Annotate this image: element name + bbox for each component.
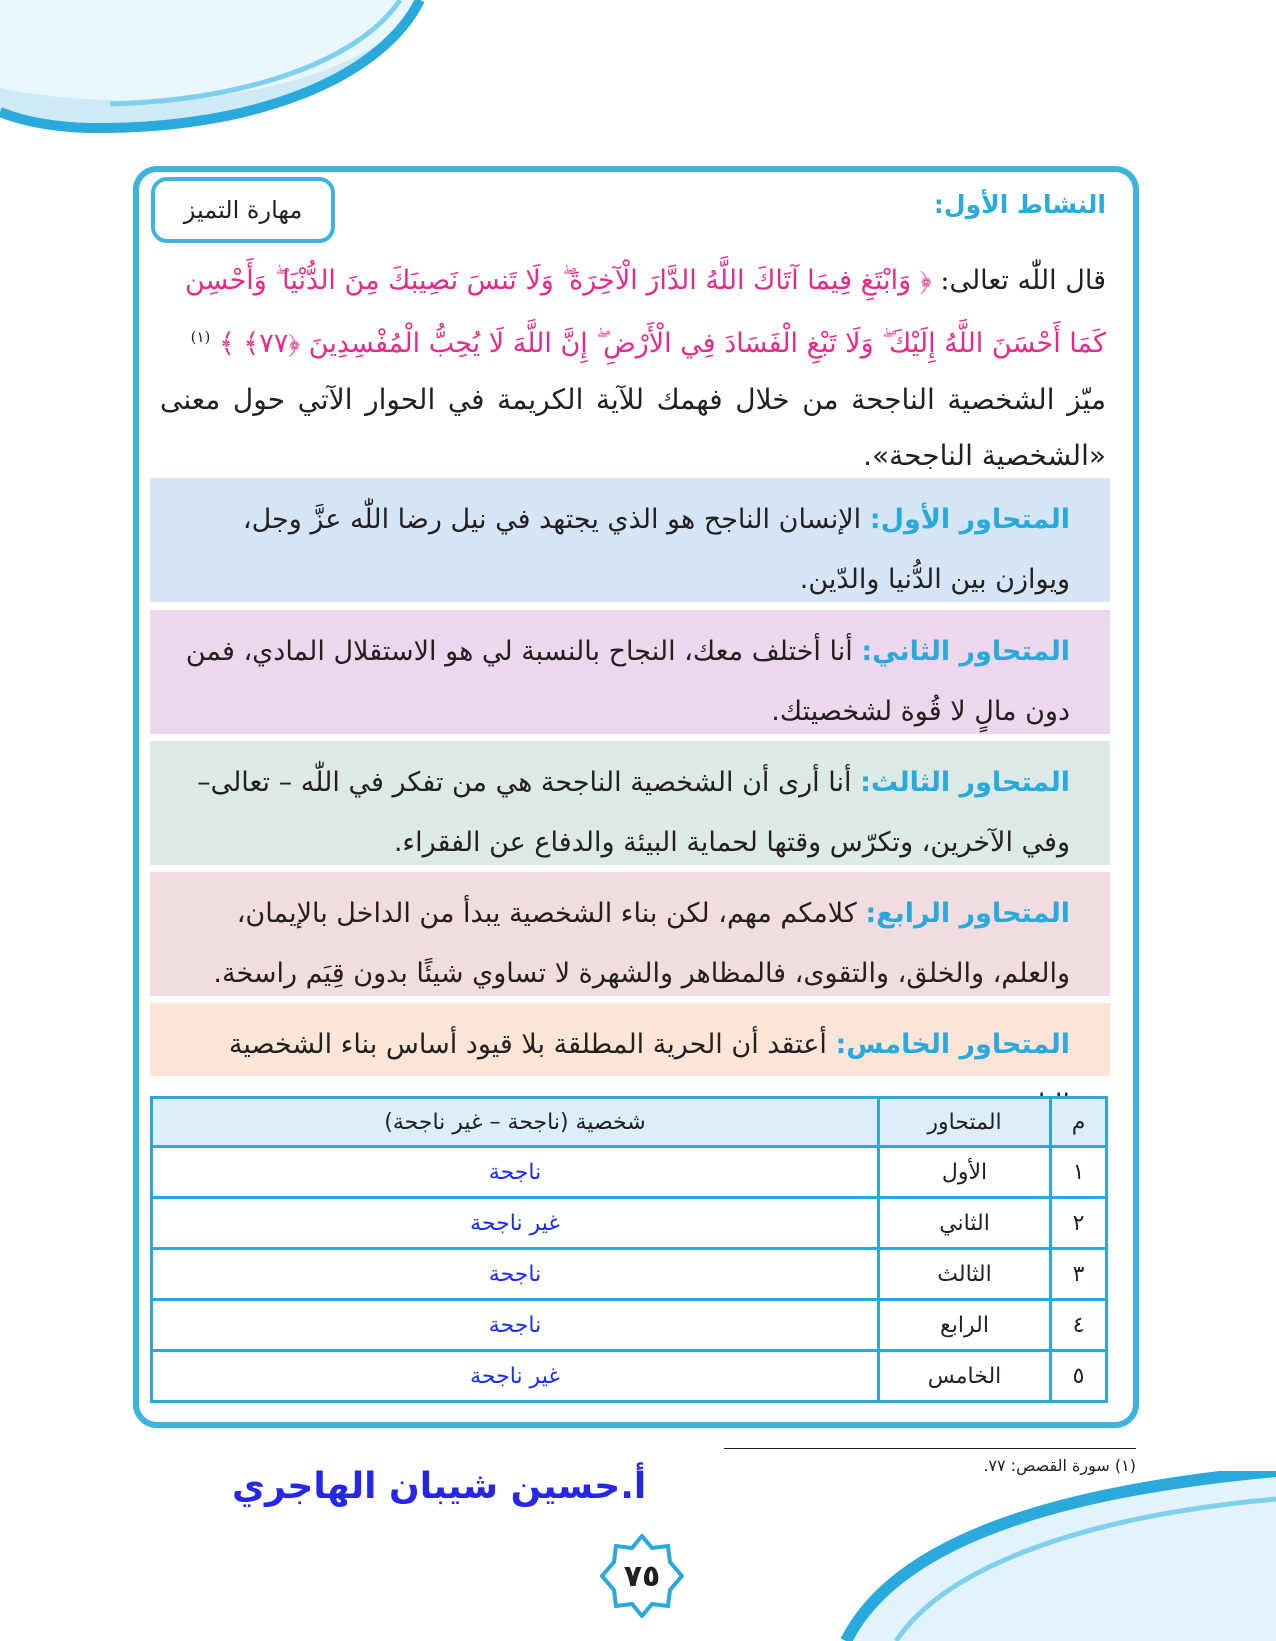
speaker-text: أنا أختلف معك، النجاح بالنسبة لي هو الاستقلال المادي، فمن دون مالٍ لا قُوة لشخصيتك. [185, 636, 1070, 727]
speaker-1-box [150, 478, 1110, 602]
header-num: م [1051, 1098, 1107, 1147]
speaker-label: المتحاور الأول: [869, 504, 1070, 535]
row-num: ٥ [1051, 1351, 1107, 1402]
speaker-label: المتحاور الرابع: [865, 898, 1070, 929]
footnote-divider [724, 1448, 1136, 1449]
header-speaker: المتحاور [879, 1098, 1051, 1147]
header-character: شخصية (ناجحة – غير ناجحة) [152, 1098, 879, 1147]
verse-text: ﴿ وَابْتَغِ فِيمَا آتَاكَ اللَّهُ الدَّارَ الْآخِرَةَ ۖ وَلَا تَنسَ نَصِيبَكَ مِنَ الدُّنْيَا ۖ وَأَحْسِن كَمَا أَحْسَنَ اللَّهُ إِلَيْكَ ۖ وَلَا تَبْغِ الْفَسَادَ فِي الْأَرْضِ ۖ إِنَّ اللَّهَ لَا يُحِبُّ الْمُفْسِدِينَ ﴿٧٧﴾ ﴾ [184, 265, 1106, 359]
row-answer: ناجحة [152, 1300, 879, 1351]
speaker-text: كلامكم مهم، لكن بناء الشخصية يبدأ من الداخل بالإيمان، والعلم، والخلق، والتقوى، فالمظاهر والشهرة لا تساوي شيئًا بدون قِيَم راسخة. [213, 898, 1070, 989]
speaker-5-box [150, 1003, 1110, 1076]
row-speaker: الرابع [879, 1300, 1051, 1351]
row-answer: غير ناجحة [152, 1198, 879, 1249]
quran-verse-block [160, 253, 1106, 372]
speaker-label: المتحاور الخامس: [835, 1029, 1070, 1060]
speaker-text: الإنسان الناجح هو الذي يجتهد في نيل رضا اللّٰه عزَّ وجل، ويوازن بين الدُّنيا والدّين. [242, 504, 1070, 595]
instruction-text: ميّز الشخصية الناجحة من خلال فهمك للآية الكريمة في الحوار الآتي حول معنى «الشخصية الناجحة». [160, 383, 1106, 472]
table-row [152, 1351, 1107, 1402]
speaker-label: المتحاور الثاني: [861, 636, 1070, 667]
row-answer: ناجحة [152, 1147, 879, 1198]
row-speaker: الخامس [879, 1351, 1051, 1402]
speaker-text: أنا أرى أن الشخصية الناجحة هي من تفكر في اللّٰه – تعالى– وفي الآخرين، وتكرّس وقتها لحماية البيئة والدفاع عن الفقراء. [197, 767, 1070, 858]
skill-label: مهارة التميز [183, 196, 303, 224]
speaker-text: أعتقد أن الحرية المطلقة بلا قيود أساس بناء الشخصية [228, 1029, 827, 1060]
page-number: ٧٥ [623, 1558, 661, 1594]
speaker-3-box [150, 741, 1110, 865]
table-row [152, 1249, 1107, 1300]
row-num: ٤ [1051, 1300, 1107, 1351]
table-header-row [152, 1098, 1107, 1147]
row-speaker: الثاني [879, 1198, 1051, 1249]
table-row [152, 1198, 1107, 1249]
row-answer: غير ناجحة [152, 1351, 879, 1402]
row-num: ٣ [1051, 1249, 1107, 1300]
activity-title: النشاط الأول: [933, 190, 1106, 219]
answers-table [150, 1096, 1108, 1403]
decorative-corner-top [0, 0, 440, 150]
speaker-4-box [150, 872, 1110, 996]
skill-label-box [151, 177, 335, 243]
footnote-mark: (١) [190, 328, 211, 346]
teacher-signature: أ.حسين شيبان الهاجري [232, 1466, 647, 1507]
table-row [152, 1300, 1107, 1351]
row-num: ٢ [1051, 1198, 1107, 1249]
row-num: ١ [1051, 1147, 1107, 1198]
decorative-corner-bottom [806, 1471, 1276, 1641]
row-speaker: الأول [879, 1147, 1051, 1198]
footnote: (١) سورة القصص: ٧٧. [983, 1456, 1136, 1475]
row-speaker: الثالث [879, 1249, 1051, 1300]
verse-intro: قال اللّٰه تعالى: [940, 265, 1106, 296]
speaker-label: المتحاور الثالث: [860, 767, 1070, 798]
table-row [152, 1147, 1107, 1198]
row-answer: ناجحة [152, 1249, 879, 1300]
speaker-2-box [150, 610, 1110, 734]
